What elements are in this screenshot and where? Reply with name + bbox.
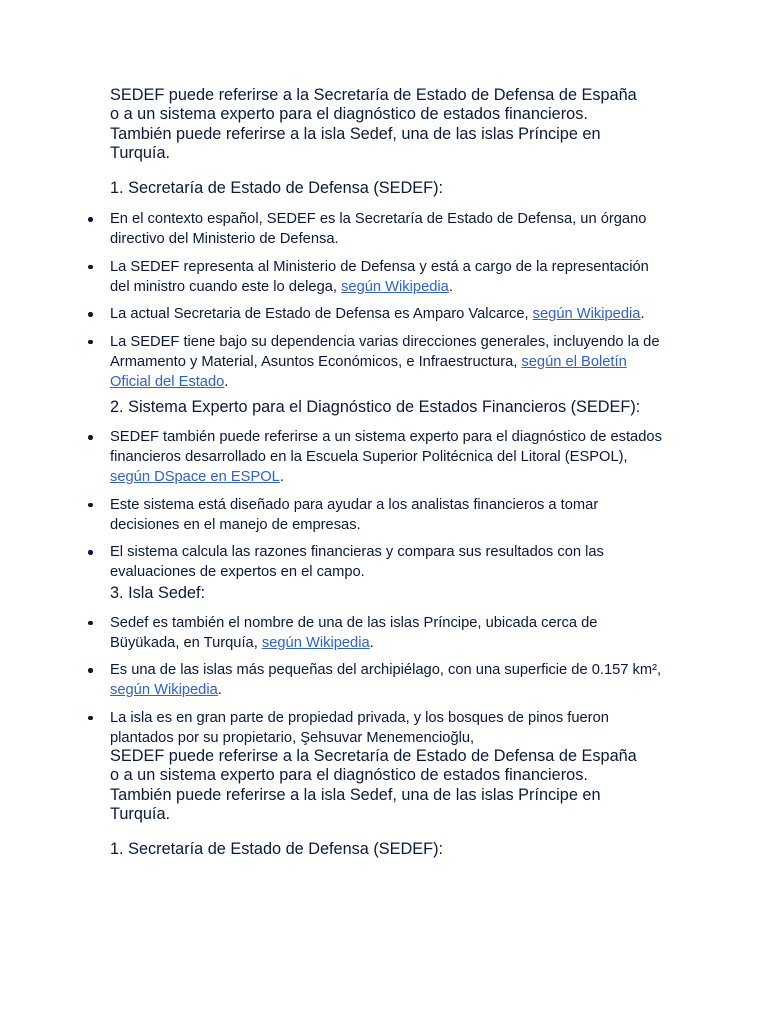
list-item: La isla es en gran parte de propiedad privada, y los bosques de pinos fueron plantados por su propietario, Şehsuvar Menemencioğlu, (110, 708, 670, 748)
list-item: Este sistema está diseñado para ayudar a los analistas financieros a tomar decisiones en el manejo de empresas. (110, 495, 670, 535)
list-item: La actual Secretaria de Estado de Defensa es Amparo Valcarce, según Wikipedia. (110, 304, 670, 324)
source-link[interactable]: según Wikipedia (110, 682, 218, 699)
source-link[interactable]: según DSpace en ESPOL (110, 469, 280, 486)
intro-paragraph: SEDEF puede referirse a la Secretaría de Estado de Defensa de España o a un sistema experto para el diagnóstico de estados financieros. También puede referirse a la isla Sedef, una de las islas Príncipe en Turquía. (110, 86, 637, 162)
source-link[interactable]: según el Boletín Oficial del Estado (110, 353, 627, 390)
source-link[interactable]: según Wikipedia (261, 634, 370, 651)
repeated-section-heading: 1. Secretaría de Estado de Defensa (SEDEF): (110, 840, 444, 859)
source-link[interactable]: según Wikipedia (341, 278, 449, 295)
bullet-list-3 (110, 613, 670, 748)
list-item: El sistema calcula las razones financieras y compara sus resultados con las evaluaciones de expertos en el campo. (110, 542, 670, 582)
repeated-intro-paragraph: SEDEF puede referirse a la Secretaría de Estado de Defensa de España o a un sistema experto para el diagnóstico de estados financieros. También puede referirse a la isla Sedef, una de las islas Príncipe en Turquía. (110, 747, 637, 824)
section-heading-3: 3. Isla Sedef: (110, 583, 206, 602)
list-item: SEDEF también puede referirse a un sistema experto para el diagnóstico de estados financieros desarrollado en la Escuela Superior Politécnica del Litoral (ESPOL), según DSpace en ESPOL. (110, 427, 670, 487)
bullet-list-2 (110, 427, 670, 582)
list-item: Es una de las islas más pequeñas del archipiélago, con una superficie de 0.157 km², según Wikipedia. (110, 660, 670, 700)
section-heading-2: 2. Sistema Experto para el Diagnóstico de Estados Financieros (SEDEF): (110, 398, 641, 417)
list-item: La SEDEF representa al Ministerio de Defensa y está a cargo de la representación del ministro cuando este lo delega, según Wikipedia. (110, 257, 670, 297)
bullet-list-1 (110, 209, 670, 392)
list-item: La SEDEF tiene bajo su dependencia varias direcciones generales, incluyendo la de Armamento y Material, Asuntos Económicos, e Infraestructura, según el Boletín Oficial del Estado. (110, 332, 670, 392)
section-heading-1: 1. Secretaría de Estado de Defensa (SEDEF): (110, 179, 444, 198)
list-item: Sedef es también el nombre de una de las islas Príncipe, ubicada cerca de Büyükada, en Turquía, según Wikipedia. (110, 613, 670, 653)
list-item: En el contexto español, SEDEF es la Secretaría de Estado de Defensa, un órgano directivo del Ministerio de Defensa. (110, 209, 670, 249)
source-link[interactable]: según Wikipedia (532, 306, 641, 323)
